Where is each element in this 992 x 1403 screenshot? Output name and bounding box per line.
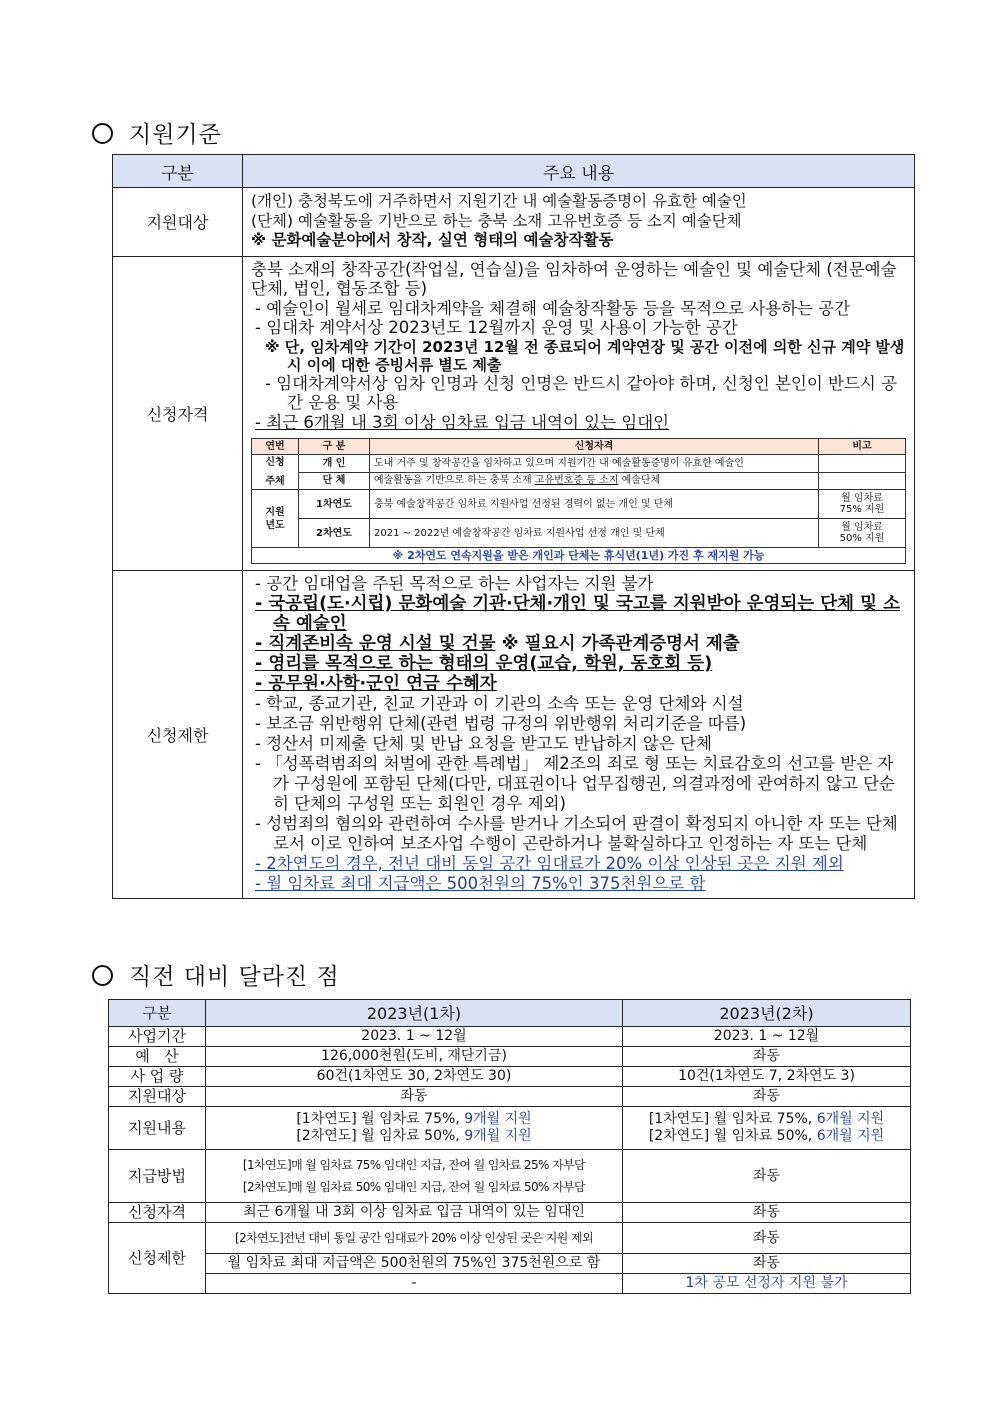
inner-row-group: 단 체 예술활동을 기반으로 하는 충북 소재 고유번호증 등 소지 예술단체 [252, 472, 906, 490]
target-note: ※ 문화예술분야에서 창작, 실연 형태의 예술창작활동 [251, 231, 614, 249]
inner-row-individual: 신청 주체 개 인 도내 거주 및 창작공간을 임차하고 있으며 지원기간 내 예술활동증명이 유효한 예술인 [252, 455, 906, 473]
label-eligibility: 신청자격 [113, 256, 243, 571]
inner-row-year1: 지원 년도 1차연도 충북 예술창작공간 임차료 지원사업 선정된 경력이 없는 개인 및 단체 월 임차료 75% 지원 [252, 490, 906, 519]
label-restriction: 신청제한 [113, 571, 243, 899]
restriction-10: - 성범죄의 혐의와 관련하여 수사를 받거나 기소되어 판결이 확정되지 아니한 자 또는 단체로서 이로 인하여 보조사업 수행이 곤란하거나 불확실하다고 인정하는 자 또는 단체 [255, 814, 898, 853]
target-group: (단체) 예술활동을 기반으로 하는 충북 소재 고유번호증 등 소지 예술단체 [251, 211, 742, 230]
row-restriction-1: 신청제한 [2차연도]전년 대비 동일 공간 임대료가 20% 이상 인상된 곳은 지원 제외 좌동 [109, 1223, 911, 1254]
row-target [113, 188, 915, 257]
target-individual: (개인) 충청북도에 거주하면서 지원기간 내 예술활동증명이 유효한 예술인 [251, 192, 747, 210]
header-main-content: 주요 내용 [243, 155, 915, 188]
inner-footnote-row: ※ 2차연도 연속지원을 받은 개인과 단체는 휴식년(1년) 가진 후 재지원 가능 [252, 548, 906, 564]
circle-bullet-icon [92, 965, 113, 986]
eligibility-line-5: - 최근 6개월 내 3회 이상 임차료 입금 내역이 있는 임대인 [255, 412, 670, 432]
row-restriction-2: 월 임차료 최대 지급액은 500천원의 75%인 375천원으로 함 좌동 [109, 1254, 911, 1274]
inner-header-qualification: 신청자격 [370, 439, 819, 455]
inner-header-no: 연번 [252, 439, 299, 455]
header-category: 구분 [113, 155, 243, 188]
restriction-11: - 2차연도의 경우, 전년 대비 동일 공간 임대료가 20% 이상 인상된 곳은 지원 제외 [255, 854, 844, 873]
eligibility-line-4: - 임대차계약서상 임차 인명과 신청 인명은 반드시 같아야 하며, 신청인 본인이 반드시 공간 운용 및 사용 [265, 373, 898, 412]
restriction-4: - 영리를 목적으로 하는 형태의 운영(교습, 학원, 동호회 등) [255, 654, 713, 674]
row-restriction-3: - 1차 공모 선정자 지원 불가 [109, 1274, 911, 1294]
inner-header-note: 비고 [819, 439, 906, 455]
row-period: 사업기간 2023. 1 ~ 12월 2023. 1 ~ 12월 [109, 1027, 911, 1047]
row-eligibility: 신청자격 최근 6개월 내 3회 이상 임차료 입금 내역이 있는 임대인 좌동 [109, 1203, 911, 1223]
eligibility-note: ※ 단, 임차계약 기간이 2023년 12월 전 종료되어 계약연장 및 공간 이전에 의한 신규 계약 발생 시 이에 대한 증빙서류 별도 제출 [265, 337, 905, 374]
row-restriction [113, 571, 915, 899]
restriction-3-note: ※ 필요시 가족관계증명서 제출 [495, 634, 740, 654]
eligibility-line-1: 충북 소재의 창작공간(작업실, 연습실)을 임차하여 운영하는 예술인 및 예술단체 (전문예술단체, 법인, 협동조합 등) [251, 259, 897, 298]
restriction-5: - 공무원·사학·군인 연금 수혜자 [255, 674, 497, 694]
restriction-8: - 정산서 미제출 단체 및 반납 요청을 받고도 반납하지 않은 단체 [255, 734, 712, 753]
changes-header-row: 구분 2023년(1차) 2023년(2차) [109, 1000, 911, 1027]
restriction-7: - 보조금 위반행위 단체(관련 법령 규정의 위반행위 처리기준을 따름) [255, 714, 747, 733]
row-content: 지원내용 [1차연도] 월 임차료 75%, 9개월 지원 [2차연도] 월 임차료 50%, 9개월 지원 [1차연도] 월 임차료 75%, 6개월 지원 [2차연도] 월 임차료 50%, 6개월 지원 [109, 1107, 911, 1150]
section-title-support-criteria: 지원기준 [92, 116, 222, 149]
table-header-row [113, 155, 915, 188]
restriction-12: - 월 임차료 최대 지급액은 500천원의 75%인 375천원으로 함 [255, 874, 706, 893]
row-eligibility [113, 256, 915, 571]
label-target: 지원대상 [113, 188, 243, 257]
restriction-6: - 학교, 종교기관, 친교 기관과 이 기관의 소속 또는 운영 단체와 시설 [255, 694, 744, 713]
restriction-3: - 직계존비속 운영 시설 및 건물 [255, 634, 496, 654]
changes-table [108, 999, 911, 1294]
inner-row-year2: 2차연도 2021 ~ 2022년 예술창작공간 임차료 지원사업 선정 개인 및 단체 월 임차료 50% 지원 [252, 519, 906, 548]
row-budget: 예 산 126,000천원(도비, 재단기금) 좌동 [109, 1047, 911, 1067]
row-payment: 지급방법 [1차연도]매 월 임차료 75% 임대인 지급, 잔여 월 임차료 25% 자부담 [2차연도]매 월 임차료 50% 임대인 지급, 잔여 월 임차료 50% 자부담 좌동 [109, 1150, 911, 1203]
section-title-changes: 직전 대비 달라진 점 [92, 958, 340, 991]
inner-header-kind: 구 분 [299, 439, 370, 455]
restriction-2: - 국공립(도·시립) 문화예술 기관·단체·개인 및 국고를 지원받아 운영되는 단체 및 소속 예술인 [255, 594, 901, 634]
restriction-1: - 공간 임대업을 주된 목적으로 하는 사업자는 지원 불가 [255, 574, 654, 593]
eligibility-inner-table [251, 438, 906, 564]
row-volume: 사 업 량 60건(1차연도 30, 2차연도 30) 10건(1차연도 7, 2차연도 3) [109, 1067, 911, 1087]
row-target: 지원대상 좌동 좌동 [109, 1087, 911, 1107]
support-criteria-table [112, 154, 915, 899]
restriction-9: - 「성폭력범죄의 처벌에 관한 특례법」 제2조의 죄로 형 또는 치료감호의 선고를 받은 자가 구성원에 포함된 단체(다만, 대표권이나 업무집행권, 의결과정에 관여하지 않고 단순히 단체의 구성원 또는 회원인 경우 제외) [255, 754, 895, 813]
circle-bullet-icon [92, 123, 113, 144]
eligibility-line-3: - 임대차 계약서상 2023년도 12월까지 운영 및 사용이 가능한 공간 [255, 318, 738, 337]
eligibility-line-2: - 예술인이 월세로 임대차계약을 체결해 예술창작활동 등을 목적으로 사용하는 공간 [255, 298, 851, 318]
